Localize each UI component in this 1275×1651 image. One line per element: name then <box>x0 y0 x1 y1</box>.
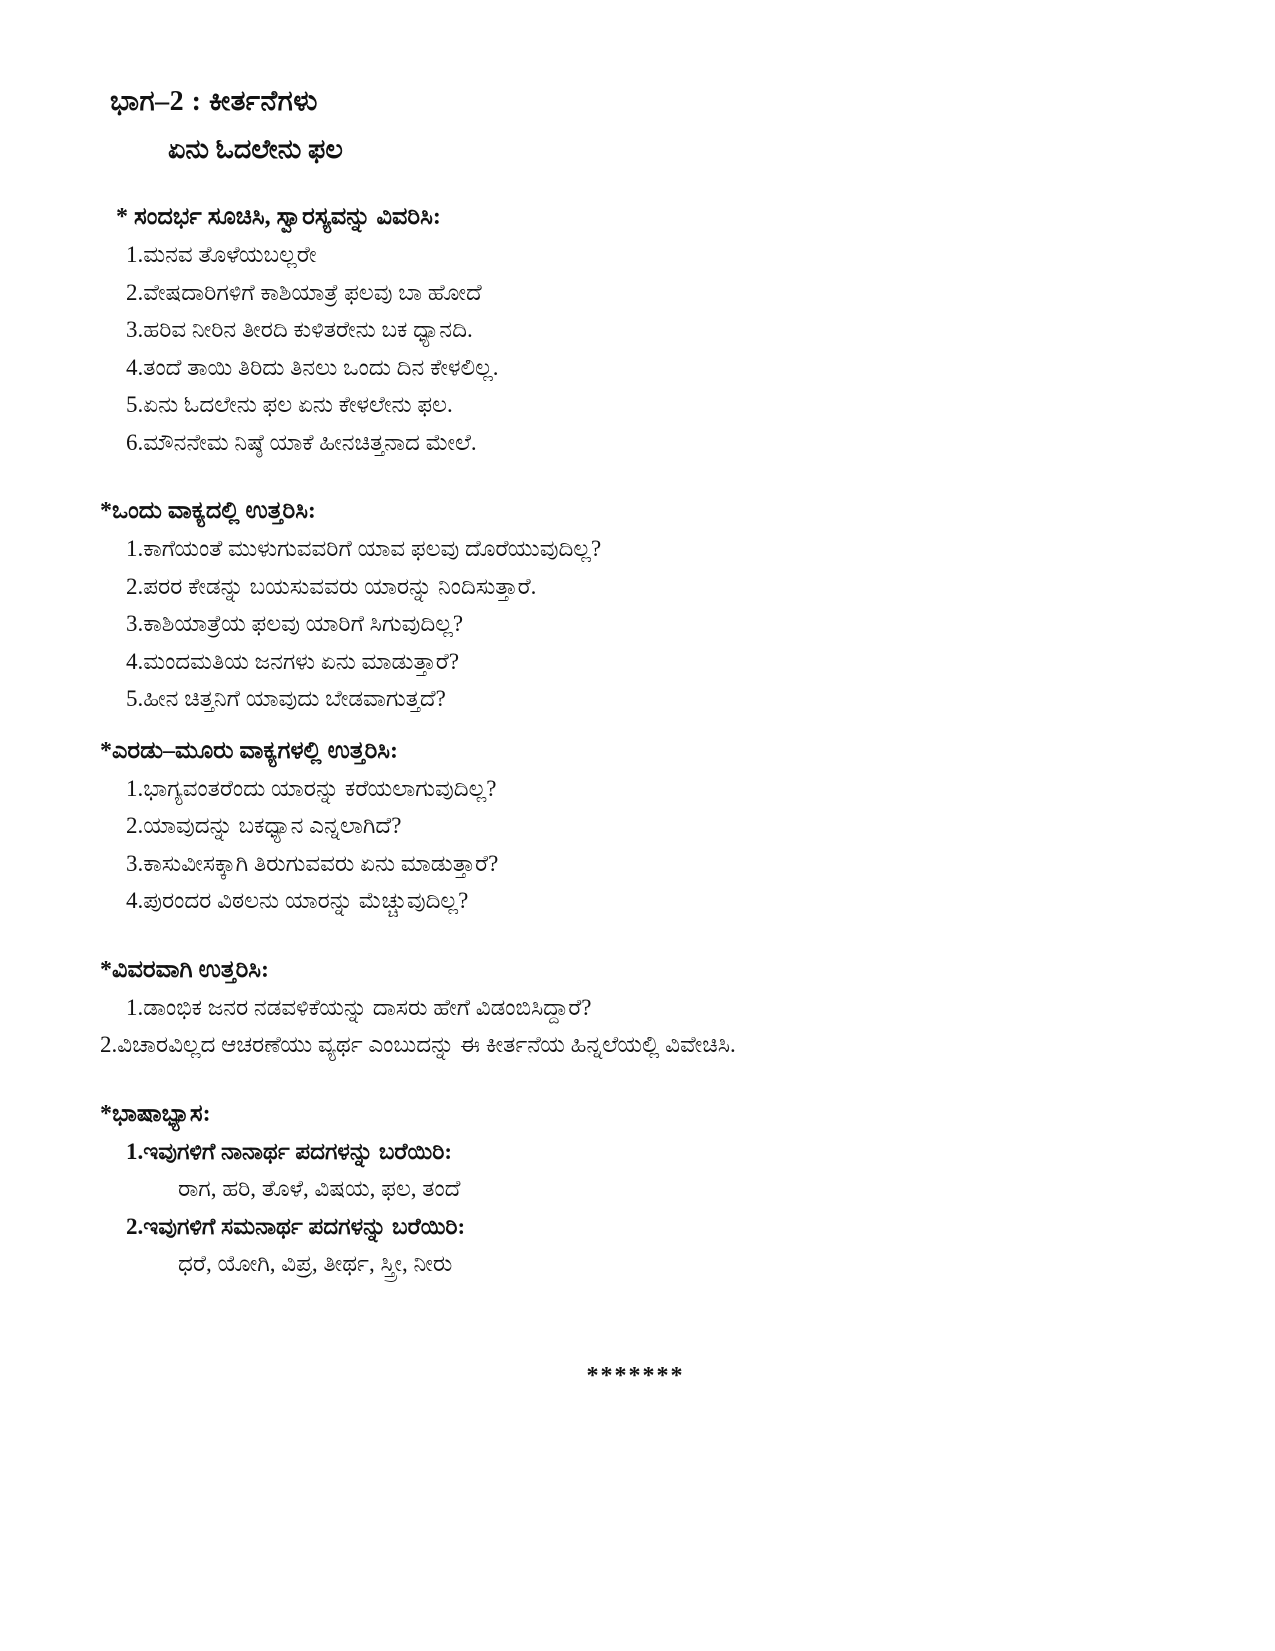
one-sentence-question-3: 3.ಕಾಶಿಯಾತ್ರೆಯ ಫಲವು ಯಾರಿಗೆ ಸಿಗುವುದಿಲ್ಲ? <box>126 611 464 636</box>
two-three-question-2: 2.ಯಾವುದನ್ನು ಬಕಧ್ಯಾನ ಎನ್ನಲಾಗಿದೆ? <box>126 813 402 838</box>
language-exercise-2-words: ಧರೆ, ಯೋಗಿ, ವಿಪ್ರ, ತೀರ್ಥ, ಸ್ತ್ರೀ, ನೀರು <box>178 1251 453 1276</box>
section-two-three-sentence-answers <box>100 732 1215 920</box>
two-three-question-4: 4.ಪುರಂದರ ವಿಠಲನು ಯಾರನ್ನು ಮೆಚ್ಚುವುದಿಲ್ಲ? <box>126 888 469 913</box>
context-item-5: 5.ಏನು ಓದಲೇನು ಫಲ ಏನು ಕೇಳಲೇನು ಫಲ. <box>126 392 453 417</box>
section-language-practice-header: *ಭಾಷಾಭ್ಯಾಸ: <box>100 1100 211 1127</box>
footer-separator-stars: ******* <box>586 1362 685 1389</box>
two-three-question-1: 1.ಭಾಗ್ಯವಂತರೆಂದು ಯಾರನ್ನು ಕರೆಯಲಾಗುವುದಿಲ್ಲ? <box>126 775 497 801</box>
section-context-header: * ಸಂದರ್ಭ ಸೂಚಿಸಿ, ಸ್ವಾರಸ್ಯವನ್ನು ವಿವರಿಸಿ: <box>116 204 441 230</box>
one-sentence-question-1: 1.ಕಾಗೆಯಂತೆ ಮುಳುಗುವವರಿಗೆ ಯಾವ ಫಲವು ದೊರೆಯುವುದಿಲ್ಲ? <box>126 536 602 561</box>
section-detailed-header: *ವಿವರವಾಗಿ ಉತ್ತರಿಸಿ: <box>100 956 269 983</box>
section-one-sentence-header: *ಒಂದು ವಾಕ್ಯದಲ್ಲಿ ಉತ್ತರಿಸಿ: <box>100 498 316 524</box>
detailed-question-1: 1.ಡಾಂಭಿಕ ಜನರ ನಡವಳಿಕೆಯನ್ನು ದಾಸರು ಹೇಗೆ ವಿಡಂಬಿಸಿದ್ದಾರೆ? <box>126 994 592 1020</box>
section-two-three-header: *ಎರಡು–ಮೂರು ವಾಕ್ಯಗಳಲ್ಲಿ ಉತ್ತರಿಸಿ: <box>100 737 399 764</box>
language-exercise-2-prompt: 2.ಇವುಗಳಿಗೆ ಸಮನಾರ್ಥ ಪದಗಳನ್ನು ಬರೆಯಿರಿ: <box>126 1213 466 1239</box>
one-sentence-question-4: 4.ಮಂದಮತಿಯ ಜನಗಳು ಏನು ಮಾಡುತ್ತಾರೆ? <box>126 648 460 674</box>
language-exercise-1-prompt: 1.ಇವುಗಳಿಗೆ ನಾನಾರ್ಥ ಪದಗಳನ್ನು ಬರೆಯಿರಿ: <box>126 1138 453 1164</box>
section-language-practice <box>100 1095 1215 1283</box>
two-three-question-3: 3.ಕಾಸುವೀಸಕ್ಕಾಗಿ ತಿರುಗುವವರು ಏನು ಮಾಡುತ್ತಾರೆ? <box>126 850 499 876</box>
context-item-6: 6.ಮೌನನೇಮ ನಿಷ್ಠೆ ಯಾಕೆ ಹೀನಚಿತ್ತನಾದ ಮೇಲೆ. <box>126 429 477 455</box>
one-sentence-question-2: 2.ಪರರ ಕೇಡನ್ನು ಬಯಸುವವರು ಯಾರನ್ನು ನಿಂದಿಸುತ್ತಾರೆ. <box>126 573 537 599</box>
language-exercise-1-words: ರಾಗ, ಹರಿ, ತೊಳೆ, ವಿಷಯ, ಫಲ, ತಂದೆ <box>178 1176 461 1201</box>
context-item-4: 4.ತಂದೆ ತಾಯಿ ತಿರಿದು ತಿನಲು ಒಂದು ದಿನ ಕೇಳಲಿಲ್ಲ. <box>126 354 499 380</box>
detailed-question-2: 2.ವಿಚಾರವಿಲ್ಲದ ಆಚರಣೆಯು ವ್ಯರ್ಥ ಎಂಬುದನ್ನು ಈ ಕೀರ್ತನೆಯ ಹಿನ್ನಲೆಯಲ್ಲಿ ವಿವೇಚಿಸಿ. <box>100 1032 736 1057</box>
section-one-sentence-answers <box>100 492 1215 718</box>
one-sentence-question-5: 5.ಹೀನ ಚಿತ್ತನಿಗೆ ಯಾವುದು ಬೇಡವಾಗುತ್ತದೆ? <box>126 686 446 711</box>
section-context-explain <box>100 198 1215 461</box>
context-item-2: 2.ವೇಷದಾರಿಗಳಿಗೆ ಕಾಶಿಯಾತ್ರೆ ಫಲವು ಬಾ ಹೋದೆ <box>126 279 482 305</box>
section-detailed-answers <box>100 951 1215 1064</box>
context-item-3: 3.ಹರಿವ ನೀರಿನ ತೀರದಿ ಕುಳಿತರೇನು ಬಕ ಧ್ಯಾನದಿ. <box>126 317 473 342</box>
page-title: ಭಾಗ–2 : ಕೀರ್ತನೆಗಳು <box>110 86 318 117</box>
page-subtitle: ಏನು ಓದಲೇನು ಫಲ <box>168 134 343 164</box>
context-item-1: 1.ಮನವ ತೊಳೆಯಬಲ್ಲರೇ <box>126 242 317 267</box>
